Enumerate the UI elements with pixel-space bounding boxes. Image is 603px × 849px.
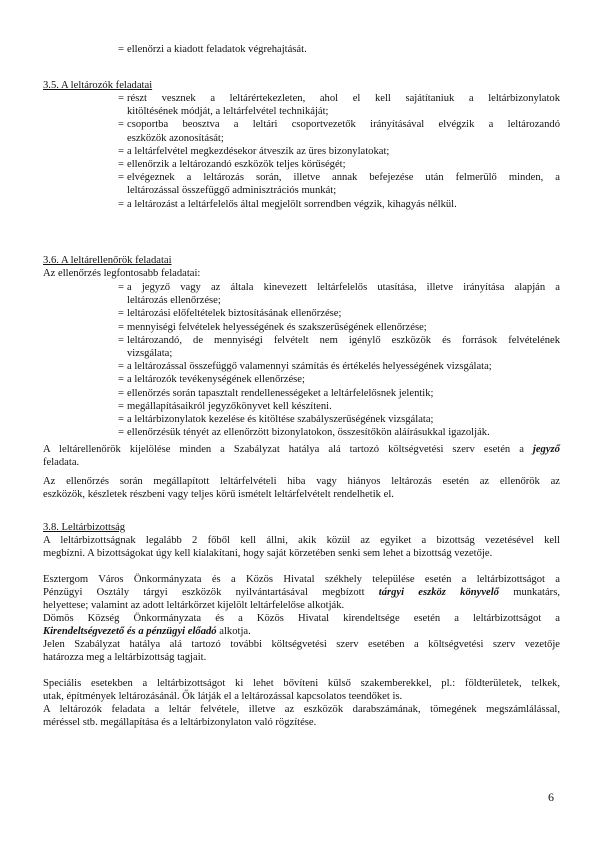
list-item: vizsgálata; [127, 348, 173, 359]
paragraph [43, 444, 560, 456]
list-item: kitöltésének módját, a leltárfelvétel technikáját; [127, 106, 329, 118]
bullet-marker: = [118, 198, 124, 210]
list-item: leltározással összefüggő adminisztrációs munkát; [127, 185, 337, 197]
bullet-marker: = [118, 427, 124, 439]
bullet-marker: = [118, 159, 124, 170]
paragraph-line: eszközök, készletek részbeni vagy teljes körű ismételt leltárfelvételt rendelhetik el. [43, 489, 394, 500]
paragraph-line: utak, építmények leltározásánál. Ők látják el a leltározással kapcsolatos teendőket is. [43, 691, 403, 702]
paragraph-line: megbízni. A bizottságokat úgy kell kialakítani, hogy saját körzetében senki sem lehet a bizottság vezetője. [43, 548, 493, 559]
section-heading: 3.5. A leltározók feladatai [43, 80, 153, 91]
bullet-marker: = [118, 361, 124, 373]
paragraph-line: feladata. [43, 457, 80, 468]
list-item: leltározás ellenőrzése; [127, 295, 221, 307]
emphasis-text: Kirendeltségvezető és a pénzügyi előadó [43, 626, 217, 637]
paragraph-line: Az ellenőrzés során megállapított leltárfelvételi hiba vagy hiányos leltározás esetén az ellenőrök az [43, 476, 560, 487]
list-item: ellenőrzés során tapasztalt rendellenességeket a leltárfelelősnek jelentik; [127, 387, 434, 399]
paragraph-text: munkatárs, [513, 587, 560, 598]
bullet-marker: = [118, 334, 124, 346]
paragraph-line: Jelen Szabályzat hatálya alá tartozó további költségvetési szerv esetében a költségvetési szerv vezetője [43, 639, 560, 650]
list-item: a leltározást a leltárfelelős által megjelölt sorrendben végzik, kihagyás nélkül. [127, 198, 457, 210]
emphasis-text: jegyző [532, 444, 560, 455]
paragraph-line: Esztergom Város Önkormányzata és a Közös Hivatal székhely települése esetén a leltárbizottságot a [43, 574, 560, 585]
paragraph-line: határozza meg a leltárbizottság tagjait. [43, 652, 207, 663]
paragraph [43, 587, 560, 599]
bullet-marker: = [118, 414, 124, 425]
list-item: eszközök azonosítását; [127, 132, 224, 144]
paragraph-line: helyettese; valamint az adott leltárkörzet kijelölt leltárfelelőse alkotják. [43, 600, 345, 611]
bullet-marker: = [118, 145, 124, 157]
paragraph-line: Dömös Község Önkormányzata és a Közös Hivatal kirendeltsége esetén a leltárbizottságot a [43, 613, 560, 624]
bullet-marker: = [118, 282, 124, 293]
list-item: a leltározók tevékenységének ellenőrzése; [127, 374, 305, 386]
list-item: ellenőrzik a leltározandó eszközök teljes körűségét; [127, 159, 346, 170]
bullet-marker: = [118, 400, 124, 412]
paragraph [43, 626, 251, 638]
list-item: a jegyző vagy az általa kinevezett leltárfelelős utasítása, illetve irányítása alapján a [127, 282, 560, 293]
list-item: elvégeznek a leltározás során, illetve annak befejezése után felmerülő minden, a [127, 172, 560, 184]
list-item: a leltárbizonylatok kezelése és kitöltése szabályszerűségének vizsgálata; [127, 414, 434, 425]
emphasis-text: tárgyi eszköz könyvelő [378, 587, 499, 598]
paragraph-line: A leltárbizottságnak legalább 2 főből kell állni, akik közül az egyiket a bizottság vezetésével kell [43, 535, 560, 546]
bullet-marker: = [118, 321, 124, 333]
paragraph-line: A leltározók feladata a leltár felvétele, illetve az eszközök darabszámának, tömegének megszámlálással, [43, 704, 560, 715]
list-item: a leltározással összefüggő valamennyi számítás és értékelés helyességének vizsgálata; [127, 361, 492, 373]
intro-text: Az ellenőrzés legfontosabb feladatai: [43, 268, 201, 279]
list-item: ellenőrzi a kiadott feladatok végrehajtását. [127, 44, 307, 55]
list-item: mennyiségi felvételek helyességének és szakszerűségének ellenőrzése; [127, 321, 427, 333]
list-item: a leltárfelvétel megkezdésekor átveszik az üres bizonylatokat; [127, 145, 390, 157]
page-number: 6 [548, 790, 554, 804]
bullet-marker: = [118, 172, 124, 184]
section-heading: 3.8. Leltárbizottság [43, 522, 126, 533]
paragraph-line: Speciális esetekben a leltárbizottságot ki lehet bővíteni külső szakemberekkel, pl.: földterületek, telkek, [43, 678, 560, 689]
paragraph-text: Pénzügyi Osztály tárgyi eszközök nyilvántartásával megbízott [43, 587, 365, 598]
paragraph-text: alkotja. [219, 626, 251, 637]
bullet-marker: = [118, 308, 124, 320]
list-item: részt vesznek a leltárértekezleten, ahol el kell sajátítaniuk a leltárbizonylatok [127, 93, 560, 104]
bullet-marker: = [118, 387, 124, 399]
bullet-marker: = [118, 44, 124, 55]
list-item: leltározási előfeltételek biztosításának ellenőrzése; [127, 308, 342, 320]
list-item: ellenőrzésük tényét az ellenőrzött bizonylatokon, összesítőkön aláírásukkal igazolják. [127, 427, 490, 439]
list-item: leltározandó, de mennyiségi felvételt nem igénylő eszközök és források felvételének [127, 334, 560, 346]
paragraph-text: A leltárellenőrök kijelölése minden a Szabályzat hatálya alá tartozó költségvetési szerv esetén a [43, 444, 524, 455]
section-heading: 3.6. A leltárellenőrök feladatai [43, 255, 172, 266]
bullet-marker: = [118, 119, 124, 131]
list-item: megállapításaikról jegyzőkönyvet kell készíteni. [127, 400, 332, 412]
list-item: csoportba beosztva a leltári csoportvezetők irányításával elvégzik a leltározandó [127, 119, 560, 131]
bullet-marker: = [118, 374, 124, 386]
bullet-marker: = [118, 93, 124, 104]
paragraph-line: méréssel stb. megállapítása és a leltárbizonylaton való rögzítése. [43, 717, 317, 728]
